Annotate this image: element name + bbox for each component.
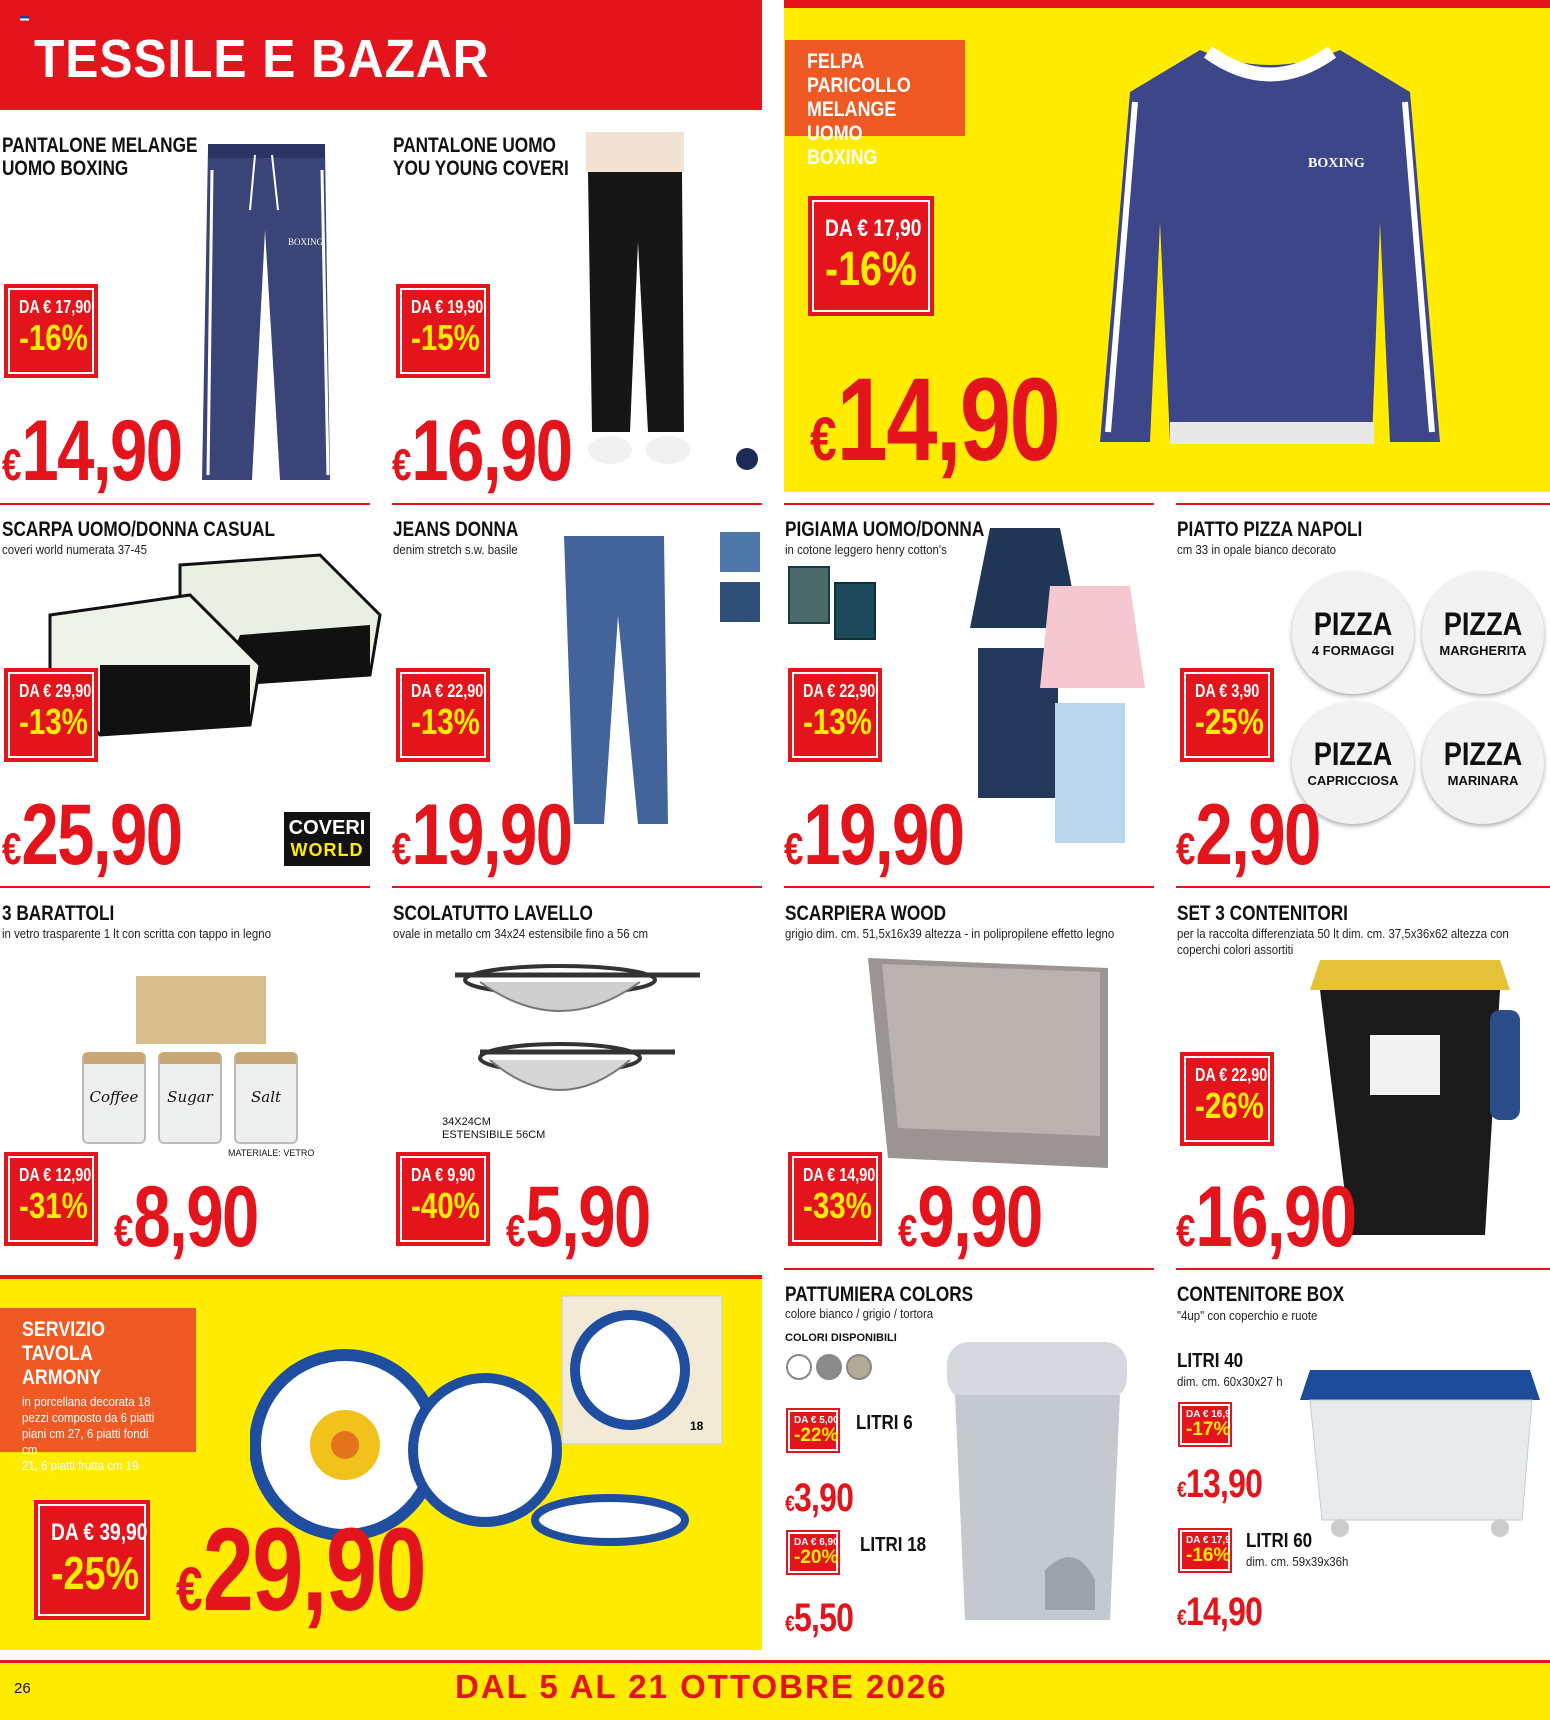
product-desc: ovale in metallo cm 34x24 estensibile fino a 56 cm [393,926,648,941]
discount-badge: DA € 17,90 -16% [1180,1530,1230,1571]
jeans-image [556,536,676,826]
color-swatch-grey [816,1354,842,1380]
dimensions: dim. cm. 59x39x36h [1246,1554,1349,1569]
brand-logo: COVERI WORLD [284,812,370,866]
price: €5,90 [506,1169,650,1265]
discount-badge: DA € 22,90 -26% [1180,1052,1274,1146]
separator [1176,886,1550,888]
price: €19,90 [392,787,572,883]
separator [0,503,370,505]
price: €14,90 [2,403,182,499]
pizza-plate: PIZZA MARINARA [1422,702,1544,824]
product-desc: grigio dim. cm. 51,5x16x39 altezza - in polipropilene effetto legno [785,926,1115,941]
svg-text:BOXING: BOXING [1308,156,1365,171]
price: €19,90 [784,787,964,883]
sweater-image [1090,22,1450,462]
discount-badge: DA € 19,90 -15% [396,284,490,378]
discount-badge: DA € 39,90 -25% [34,1500,150,1620]
price: €9,90 [898,1169,1042,1265]
separator [1176,503,1550,505]
discount-badge: DA € 5,00 -22% [788,1410,838,1451]
product-name: PATTUMIERA COLORS [785,1283,974,1306]
discount-badge: DA € 16,90 -17% [1180,1404,1230,1445]
package-image [834,582,876,640]
shoe-cabinet-image [868,958,1113,1168]
price: €25,90 [2,787,182,883]
colors-label: COLORI DISPONIBILI [785,1332,897,1344]
pizza-plate: PIZZA CAPRICCIOSA [1292,702,1414,824]
pizza-plate: PIZZA MARGHERITA [1422,572,1544,694]
product-name: CONTENITORE BOX [1177,1283,1345,1306]
product-name: SCARPA UOMO/DONNA CASUAL [2,518,275,541]
servizio-label: SERVIZIO TAVOLA ARMONY in porcellana decorata 18 pezzi composto da 6 piatti piani cm 27, 6 piatti fondi cm 21, 6 piatti frutta cm 19 [0,1308,196,1452]
discount-badge: DA € 17,90 -16% [4,284,98,378]
discount-badge: DA € 22,90 -13% [788,668,882,762]
product-name: JEANS DONNA [393,518,519,541]
dimension-note: 34X24CM ESTENSIBILE 56CM [442,1116,546,1141]
discount-badge: DA € 9,90 -40% [396,1152,490,1246]
color-swatch [720,532,760,572]
product-desc: coveri world numerata 37-45 [2,542,147,557]
product-name: PANTALONE MELANGE UOMO BOXING [2,134,198,180]
product-desc: "4up" con coperchio e ruote [1177,1308,1318,1323]
color-swatch-taupe [846,1354,872,1380]
price: €14,90 [810,354,1060,486]
flag-icon [20,16,29,23]
discount-badge: DA € 29,90 -13% [4,668,98,762]
product-name: SCOLATUTTO LAVELLO [393,902,593,925]
discount-badge: DA € 17,90 -16% [808,196,934,316]
color-swatch [720,582,760,622]
price: €14,90 [1177,1590,1263,1634]
price: €8,90 [114,1169,258,1265]
price: €5,50 [785,1596,854,1640]
price: €3,90 [785,1476,854,1520]
pajamas-image [950,528,1150,848]
discount-badge: DA € 12,90 -31% [4,1152,98,1246]
price: €16,90 [1176,1169,1356,1265]
product-desc: in vetro trasparente 1 lt con scritta con tappo in legno [2,926,272,941]
discount-badge: DA € 3,90 -25% [1180,668,1274,762]
colander-image [450,950,710,1125]
price: €29,90 [176,1504,426,1636]
svg-text:BOXING: BOXING [288,237,323,247]
product-name: SET 3 CONTENITORI [1177,902,1348,925]
discount-badge: DA € 14,90 -33% [788,1152,882,1246]
product-name: SCARPIERA WOOD [785,902,947,925]
discount-badge: DA € 22,90 -13% [396,668,490,762]
storage-box-image [1300,1350,1545,1540]
jar: Salt [234,1052,298,1144]
product-desc: colore bianco / grigio / tortora [785,1306,934,1321]
product-name: 3 BARATTOLI [2,902,115,925]
product-desc: per la raccolta differenziata 50 lt dim. cm. 37,5x36x62 altezza con coperchi colori assortiti [1177,926,1509,957]
size-label: LITRI 18 [860,1534,927,1556]
size-label: LITRI 6 [856,1412,913,1434]
discount-badge: DA € 6,90 -20% [788,1532,838,1573]
pants-image [190,140,340,485]
trash-bin-image [945,1340,1130,1625]
svg-text:18: 18 [690,1419,704,1433]
dimensions: dim. cm. 60x30x27 h [1177,1374,1283,1389]
material-note: MATERIALE: VETRO [228,1148,315,1158]
jar: Sugar [158,1052,222,1144]
separator [0,886,370,888]
color-variant-icon [736,448,758,470]
separator [392,886,762,888]
product-desc: cm 33 in opale bianco decorato [1177,542,1337,557]
size-label: LITRI 40 [1177,1350,1244,1372]
product-name: PIATTO PIZZA NAPOLI [1177,518,1363,541]
product-desc: in cotone leggero henry cotton's [785,542,947,557]
size-label: LITRI 60 [1246,1530,1313,1552]
jar: Coffee [82,1052,146,1144]
product-desc: denim stretch s.w. basile [393,542,518,557]
separator [784,503,1154,505]
product-name: PIGIAMA UOMO/DONNA [785,518,985,541]
felpa-label: FELPA PARICOLLO MELANGE UOMO BOXING [785,40,965,136]
price: €2,90 [1176,787,1320,883]
jar-box-image [136,976,266,1044]
separator [1176,1268,1550,1270]
color-swatch-white [786,1354,812,1380]
separator [784,1268,1154,1270]
pizza-plate: PIZZA 4 FORMAGGI [1292,572,1414,694]
pants-image [560,132,710,482]
validity-dates: DAL 5 AL 21 OTTOBRE 2026 [455,1668,948,1705]
separator [784,886,1154,888]
separator [392,503,762,505]
package-image [788,566,830,624]
page-title: TESSILE E BAZAR [34,29,490,89]
price: €13,90 [1177,1462,1263,1506]
price: €16,90 [392,403,572,499]
product-name: PANTALONE UOMO YOU YOUNG COVERI [393,134,569,180]
page-number: 26 [14,1680,31,1697]
